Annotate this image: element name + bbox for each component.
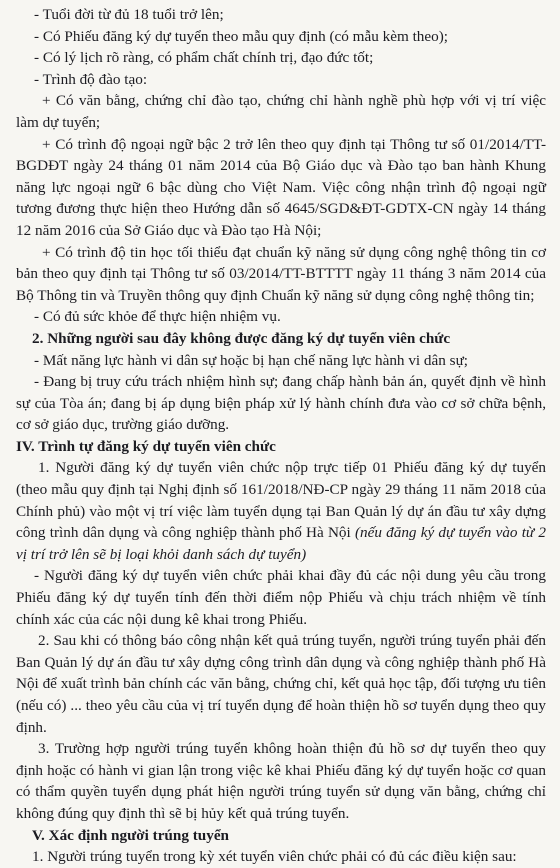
paragraph: 3. Trường hợp người trúng tuyển không hoàn thiện đủ hồ sơ dự tuyển theo quy định hoặc có hành vi gian lận trong việc kê khai Phiếu đăng ký dự tuyển hoặc cơ quan có thẩm quyền tuyển dụng phát hiện người trúng tuyển sử dụng văn bằng, chứng chỉ không đúng quy định thì sẽ bị hủy kết quả trúng tuyển. [16, 740, 546, 822]
paragraph: - Mất năng lực hành vi dân sự hoặc bị hạn chế năng lực hành vi dân sự; [34, 351, 469, 369]
paragraph: - Có lý lịch rõ ràng, có phẩm chất chính trị, đạo đức tốt; [34, 49, 374, 67]
section-heading: V. Xác định người trúng tuyển [32, 826, 230, 844]
paragraph: 1. Người trúng tuyển trong kỳ xét tuyển viên chức phải có đủ các điều kiện sau: [32, 848, 517, 866]
section-heading: 2. Những người sau đây không được đăng ký dự tuyển viên chức [32, 329, 451, 347]
paragraph [16, 457, 546, 565]
paragraph-note-italic: (nếu đăng ký dự tuyển vào từ 2 vị trí trở lên sẽ bị loại khỏi danh sách dự tuyển) [16, 524, 547, 563]
paragraph: 2. Sau khi có thông báo công nhận kết quả trúng tuyển, người trúng tuyển phải đến Ban Quản lý dự án đầu tư xây dựng công trình dân dụng và công nghiệp thành phố Hà Nội để xuất trình bản chính các văn bằng, chứng chỉ, kết quả học tập, đối tượng ưu tiên (nếu có) ... theo yêu cầu của vị trí tuyển dụng để hoàn thiện hồ sơ tuyển dụng theo quy định. [16, 632, 546, 736]
paragraph: - Có Phiếu đăng ký dự tuyển theo mẫu quy định (có mẫu kèm theo); [34, 27, 449, 45]
paragraph: - Người đăng ký dự tuyển viên chức phải khai đầy đủ các nội dung yêu cầu trong Phiếu đăng ký dự tuyển tính đến thời điểm nộp Phiếu và chịu trách nhiệm về tính chính xác của các nội dung kê khai trong Phiếu. [16, 567, 546, 628]
paragraph-text: 1. Người đăng ký dự tuyển viên chức nộp trực tiếp 01 Phiếu đăng ký dự tuyển (theo mẫu quy định tại Nghị định số 161/2018/NĐ-CP ngày 29 tháng 11 năm 2018 của Chính phủ) vào một vị trí việc làm tuyển dụng tại Ban Quản lý dự án đầu tư xây dựng công trình dân dụng và công nghiệp thành phố Hà Nội [16, 459, 546, 542]
paragraph: + Có trình độ ngoại ngữ bậc 2 trở lên theo quy định tại Thông tư số 01/2014/TT-BGDĐT ngày 24 tháng 01 năm 2014 của Bộ Giáo dục và Đào tạo ban hành Khung năng lực ngoại ngữ 6 bậc dùng cho Việt Nam. Việc công nhận trình độ ngoại ngữ tương đương thực hiện theo Hướng dẫn số 4645/SGD&ĐT-GDTX-CN ngày 14 tháng 12 năm 2016 của Sở Giáo dục và Đào tạo Hà Nội; [16, 135, 546, 239]
paragraph: - Đang bị truy cứu trách nhiệm hình sự; đang chấp hành bản án, quyết định về hình sự của Tòa án; đang bị áp dụng biện pháp xử lý hành chính đưa vào cơ sở chữa bệnh, cơ sở giáo dục, trường giáo dưỡng. [16, 373, 546, 434]
section-heading: IV. Trình tự đăng ký dự tuyển viên chức [16, 437, 276, 455]
paragraph: + Có trình độ tin học tối thiểu đạt chuẩn kỹ năng sử dụng công nghệ thông tin cơ bản theo quy định tại Thông tư số 03/2014/TT-BTTTT ngày 11 tháng 3 năm 2014 của Bộ Thông tin và Truyền thông quy định Chuẩn kỹ năng sử dụng công nghệ thông tin; [16, 243, 546, 304]
paragraph: - Có đủ sức khỏe để thực hiện nhiệm vụ. [34, 308, 281, 326]
paragraph: - Tuổi đời từ đủ 18 tuổi trở lên; [34, 6, 224, 23]
paragraph: + Có văn bằng, chứng chỉ đào tạo, chứng chỉ hành nghề phù hợp với vị trí việc làm dự tuyển; [16, 92, 546, 131]
paragraph: - Trình độ đào tạo: [34, 70, 148, 88]
